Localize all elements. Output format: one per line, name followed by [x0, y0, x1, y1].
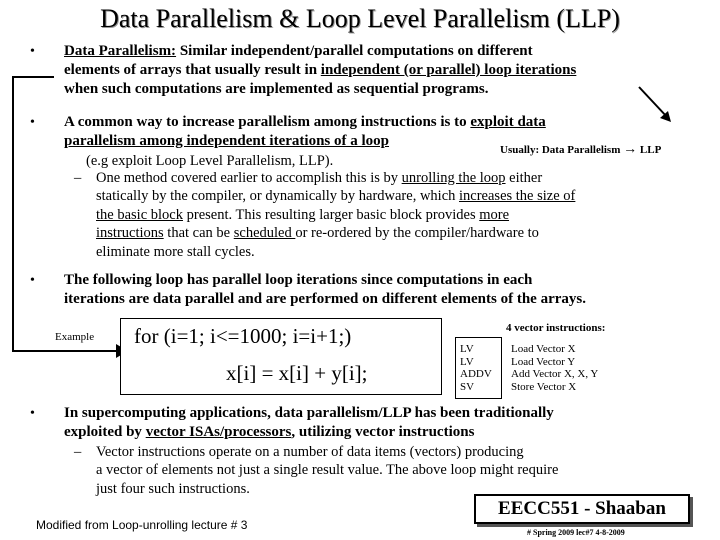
- underlined-independent-iterations: independent (or parallel) loop iterations: [320, 62, 577, 78]
- code-line-assign: x[i] = x[i] + y[i];: [226, 361, 368, 385]
- bullet-common-way: A common way to increase parallelism among instructions is to exploit data parallelism among independent iterations of a loop: [64, 114, 546, 149]
- footer-info: # Spring 2009 lec#7 4-8-2009: [527, 528, 625, 537]
- dash-marker: –: [74, 170, 82, 186]
- code-line-for: for (i=1; i<=1000; i=i+1;): [134, 324, 352, 348]
- bracket-top: [12, 76, 54, 78]
- bullet-following-loop: The following loop has parallel loop iterations since computations in each iterations are data parallel and are performed on different elements of the arrays.: [64, 272, 586, 307]
- diagonal-arrow-icon: [636, 84, 676, 126]
- op-sv: SV: [460, 380, 475, 393]
- op-lv-1: LV: [460, 343, 474, 355]
- bullet-marker: •: [30, 44, 35, 59]
- vector-header: 4 vector instructions:: [506, 322, 606, 334]
- bullet-marker: •: [30, 406, 35, 421]
- course-badge: EECC551 - Shaaban: [474, 494, 690, 524]
- term-data-parallelism: Data Parallelism:: [64, 43, 177, 59]
- underlined-vector-isas: vector ISAs/processors: [145, 424, 292, 440]
- sub-vector-instructions: Vector instructions operate on a number of data items (vectors) producing a vector of elements not just a single result value. The above loop might require just four such instructions.: [96, 444, 559, 497]
- slide-title: Data Parallelism & Loop Level Parallelism (LLP): [100, 4, 620, 33]
- underlined-parallelism-loop: parallelism among independent iterations of a loop: [64, 133, 390, 149]
- bullet-data-parallelism: Data Parallelism: Similar independent/parallel computations on different elements of arrays that usually result in independent (or parallel) loop iterations when such computations are implemented as sequential programs.: [64, 43, 577, 97]
- right-arrow-icon: →: [623, 142, 638, 157]
- usually-note: Usually: Data Parallelism → LLP: [500, 142, 662, 157]
- bullet-marker: •: [30, 115, 35, 130]
- eg-llp: (e.g exploit Loop Level Parallelism, LLP).: [86, 153, 334, 169]
- bracket-vertical: [12, 76, 14, 352]
- footer-modified: Modified from Loop-unrolling lecture # 3: [36, 518, 248, 532]
- bullet-marker: •: [30, 273, 35, 288]
- vector-descs: Load Vector X Load Vector Y Add Vector X, X, Y Store Vector X: [511, 343, 599, 393]
- example-label: Example: [55, 331, 95, 343]
- dash-marker: –: [74, 444, 82, 460]
- bullet-supercomputing: In supercomputing applications, data parallelism/LLP has been traditionally exploited by vector ISAs/processors, utilizing vector instructions: [64, 405, 554, 440]
- op-addv: ADDV: [460, 368, 492, 380]
- sub-unrolling: One method covered earlier to accomplish this is by unrolling the loop either statically by the compiler, or dynamically by hardware, which increases the size of the basic block present. This resulting larger basic block provides more instructions that can be scheduled or re-ordered by the compiler/hardware to eliminate more stall cycles.: [96, 170, 576, 260]
- vector-ops-box: [455, 337, 502, 399]
- bracket-bottom: [12, 350, 120, 352]
- underlined-exploit: exploit data: [470, 114, 546, 130]
- op-lv-2: LV: [460, 355, 474, 368]
